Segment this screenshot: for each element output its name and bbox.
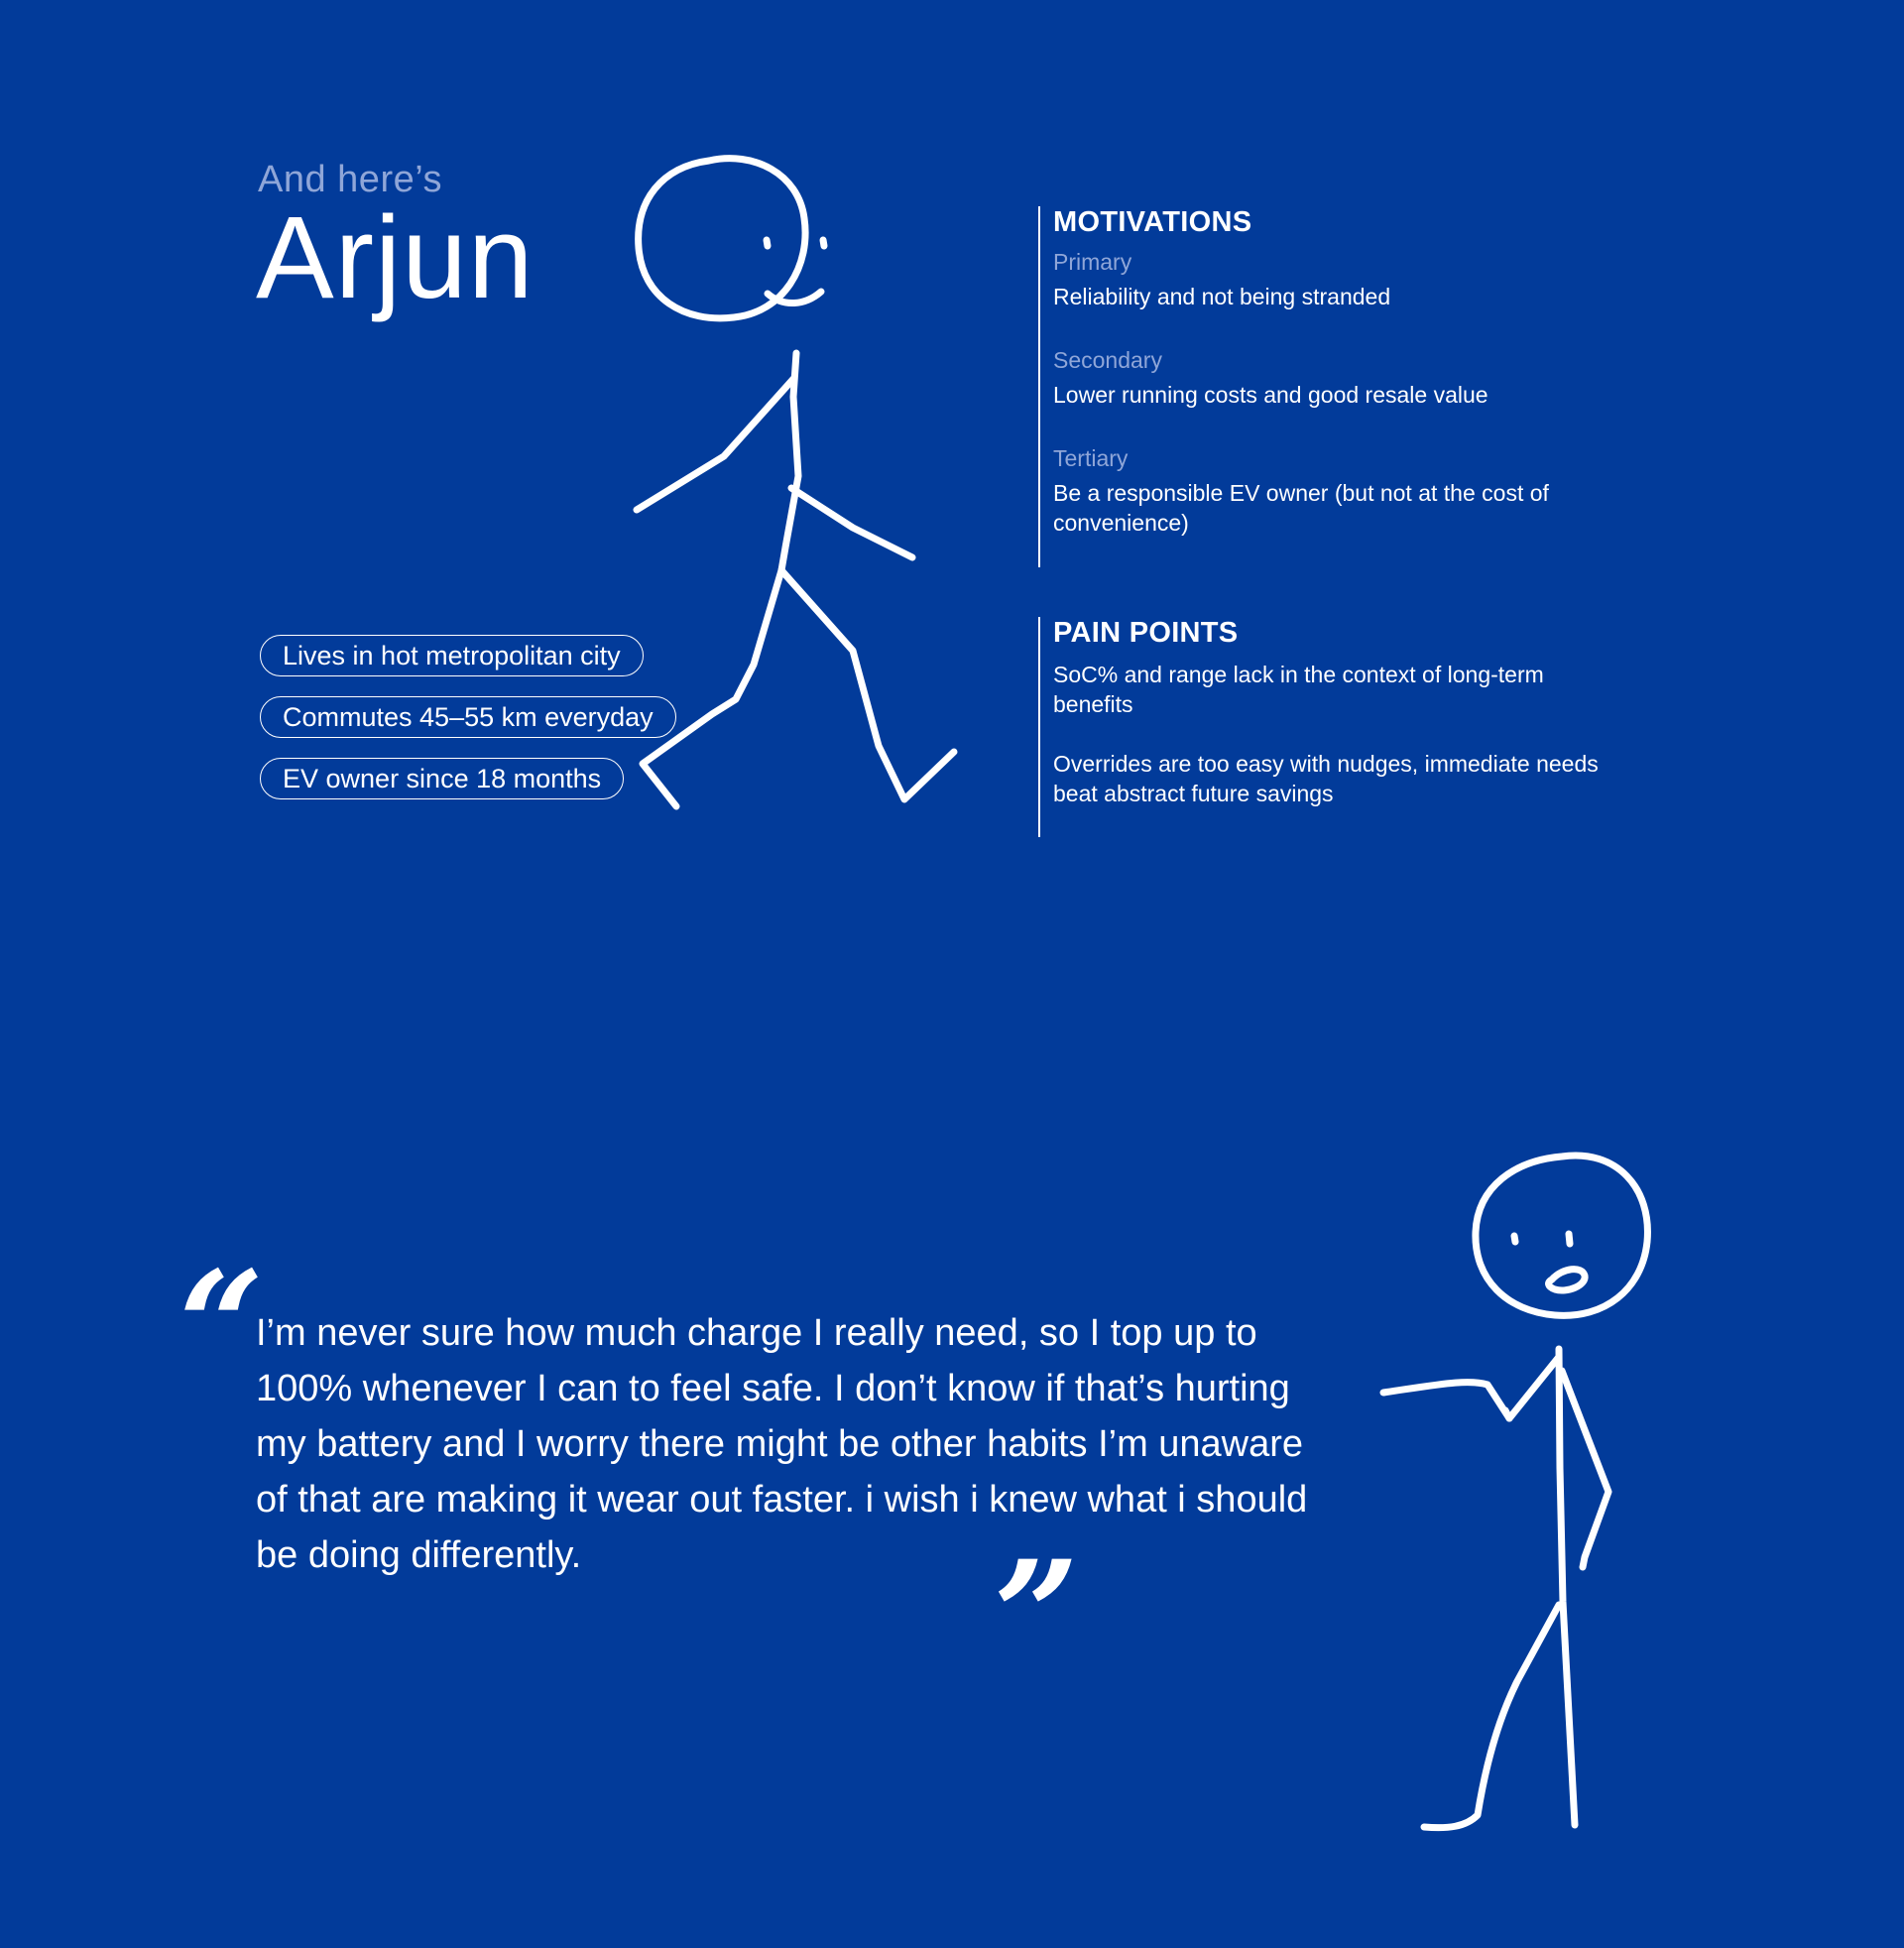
thinking-stick-figure-illustration — [1359, 1141, 1686, 1855]
motivations-section — [1038, 206, 1608, 567]
persona-tags — [260, 635, 676, 819]
motivation-label: Primary — [1053, 249, 1132, 275]
pain-points-section — [1038, 617, 1608, 837]
motivation-secondary — [1053, 347, 1608, 410]
motivation-text: Reliability and not being stranded — [1053, 284, 1391, 309]
motivation-label: Secondary — [1053, 347, 1162, 373]
close-quote-mark: ” — [994, 1528, 1080, 1703]
tag-ev-ownership: EV owner since 18 months — [260, 758, 624, 799]
pain-point-item: SoC% and range lack in the context of long-term benefits — [1053, 662, 1544, 717]
motivation-label: Tertiary — [1053, 445, 1129, 471]
persona-name: Arjun — [256, 192, 535, 323]
pain-point-item: Overrides are too easy with nudges, immediate needs beat abstract future savings — [1053, 751, 1599, 806]
intro-text: And here’s — [258, 159, 442, 200]
tag-location: Lives in hot metropolitan city — [260, 635, 644, 676]
motivation-primary — [1053, 249, 1608, 311]
open-quote-mark: “ — [178, 1239, 265, 1413]
motivations-title: MOTIVATIONS — [1053, 206, 1252, 238]
motivation-text: Be a responsible EV owner (but not at the cost of convenience) — [1053, 480, 1549, 536]
motivation-tertiary — [1053, 445, 1608, 538]
tag-commute: Commutes 45–55 km everyday — [260, 696, 676, 738]
persona-quote: I’m never sure how much charge I really need, so I top up to 100% whenever I can to feel safe. I don’t know if that’s hurting my battery and I worry there might be other habits I’m unaware of that are making it wear out faster. i wish i knew what i should be doing differently. — [256, 1312, 1308, 1576]
motivation-text: Lower running costs and good resale value — [1053, 382, 1488, 408]
pain-points-title: PAIN POINTS — [1053, 617, 1239, 649]
